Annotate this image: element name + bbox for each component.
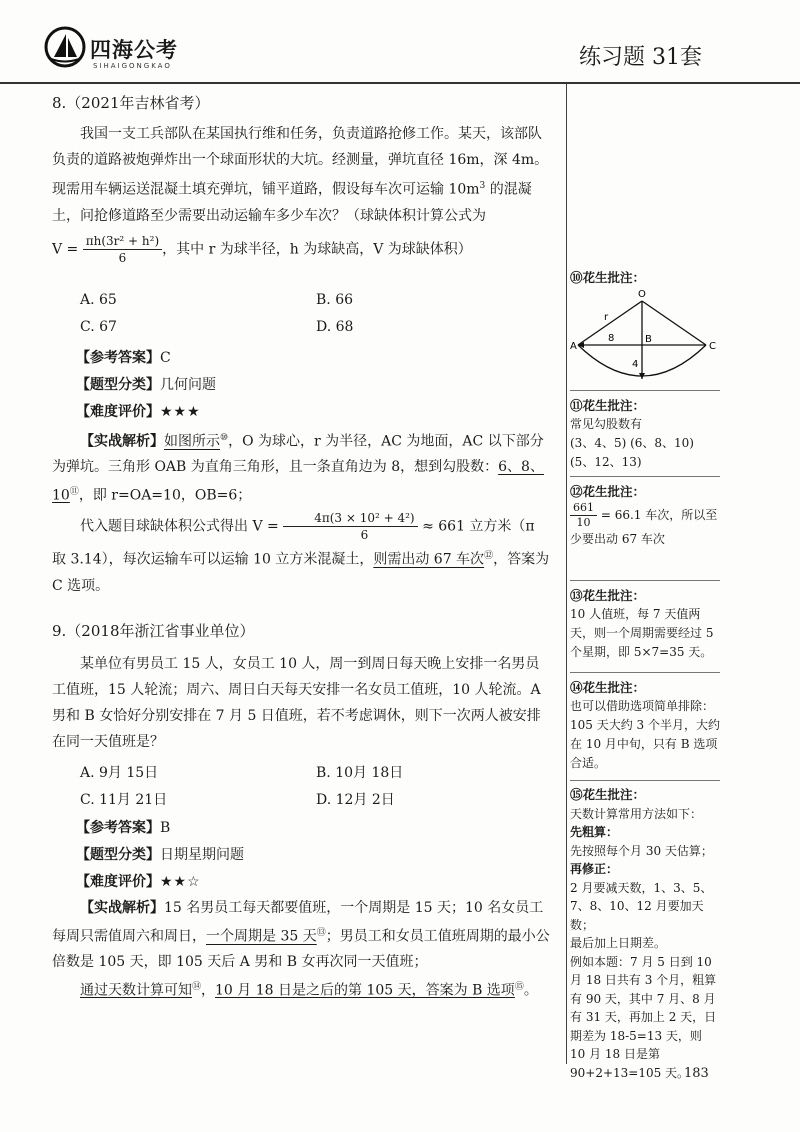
q8-type: 【题型分类】几何问题: [76, 377, 216, 393]
note-separator: [570, 580, 720, 581]
q8-option-a: A. 65: [80, 292, 117, 308]
difficulty-stars: ★★☆: [160, 874, 201, 890]
label-r: r: [604, 312, 609, 323]
q9-option-b: B. 10月 18日: [316, 765, 404, 781]
note-14: ⑭花生批注： 也可以借助选项简单排除：105 天大约 3 个半月，大约在 10 月中旬，只有 B 选项合适。: [570, 680, 720, 770]
analysis-fraction: $\frac{\text{4π(3 × 10² + 4²)}}{6}$: [283, 510, 417, 543]
brand-subtitle: SIHAIGONGKAO: [93, 62, 172, 70]
label-8: 8: [608, 333, 615, 344]
note-15: ⑮花生批注： 天数计算常用方法如下： 先粗算： 先按照每个月 30 天估算； 再修正： 2 月要减天数，1、3、5、7、8、10、12 月要加天数； 最后加上日期差。 例如本题：7 月 5 日到 10 月 18 日共有 3 个月，粗算有 90 天，其中 7 月、8 月有 31 天，再加上 2 天，日期差为 18-5=13 天，则 10 月 18 日是第 90+2+13=105 天。: [570, 787, 717, 1080]
q8-difficulty: 【难度评价】★★★: [76, 404, 201, 420]
note-separator: [570, 780, 720, 781]
q8-answer-block: [52, 345, 552, 599]
question-8: [52, 92, 552, 266]
label-o: O: [638, 289, 646, 300]
sphere-segment-diagram: [570, 287, 720, 387]
q9-difficulty: 【难度评价】★★☆: [76, 874, 201, 890]
q9-answer: 【参考答案】B: [76, 820, 171, 836]
set-title: 练习题 31套: [579, 45, 702, 70]
formula-v: V =: [52, 241, 83, 258]
q8-answer: 【参考答案】C: [76, 350, 171, 366]
note-11: ⑪花生批注： 常见勾股数有 (3、4、5) (6、8、10) (5、12、13): [570, 398, 694, 469]
label-c: C: [709, 341, 716, 352]
q9-answer-block: [52, 815, 552, 1003]
question-9: [52, 620, 552, 755]
brand-name: 四海公考: [90, 38, 178, 62]
page-number: 183: [684, 1066, 709, 1081]
note-separator: [570, 476, 720, 477]
q9-option-c: C. 11月 21日: [80, 792, 168, 808]
sail-logo-icon: [44, 26, 86, 68]
note-13: ⑬花生批注： 10 人值班，每 7 天值两天，则一个周期需要经过 5 个星期，即 5×7=35 天。: [570, 588, 714, 659]
q8-option-b: B. 66: [316, 292, 354, 308]
question-9-stem: 某单位有男员工 15 人，女员工 10 人，周一到周日每天晚上安排一名男员工值班，15 人轮流；周六、周日白天每天安排一名女员工值班，10 人轮流。A 男和 B 女恰好分别安排在 7 月 5 日值班，若不考虑调休，则下一次两人被安排在同一天值班是？: [52, 656, 541, 750]
column-divider: [566, 84, 567, 1064]
formula-fraction: [83, 233, 162, 266]
note-10-title: ⑩花生批注：: [570, 270, 646, 285]
stem-text: 我国一支工兵部队在某国执行维和任务，负责道路抢修工作。某天，该部队负责的道路被炮弹炸出一个球面形状的大坑。经测量，弹坑直径 16m，深 4m。现需用车辆运送混凝土填充弹坑，铺平道路，假设每车次可运输 10m: [52, 126, 549, 198]
q9-analysis: 【实战解析】15 名男员工每天都要值班，一个周期是 15 天；10 名女员工每周只需值周六和周日，一个周期是 35 天⑬；男员工和女员工值班周期的最小公倍数是 105 天，即 105 天后 A 男和 B 女再次同一天值班；: [52, 900, 550, 970]
q8-analysis-2: 代入题目球缺体积公式得出 V = $\frac{\text{4π(3 × 10² + 4²)}}{6}$ ≈ 661 立方米（π 取 3.14），每次运输车可以运输 10 立方米混凝土，则需出动 67 车次⑫，答案为 C 选项。: [52, 511, 550, 594]
formula-numerator: πh(3r² + h²): [83, 233, 162, 250]
q8-option-c: C. 67: [80, 319, 117, 335]
q9-option-a: A. 9月 15日: [80, 765, 159, 781]
difficulty-stars: ★★★: [160, 404, 201, 420]
label-b: B: [645, 334, 652, 345]
label-a: A: [570, 341, 577, 352]
q8-analysis: 【实战解析】如图所示⑩，O 为球心，r 为半径，AC 为地面，AC 以下部分为弹坑。三角形 OAB 为直角三角形，且一条直角边为 8，想到勾股数：6、8、10⑪，即 r=OA=10，OB=6；: [52, 433, 544, 504]
note-12: ⑫花生批注： $\frac{661}{10}$ = 66.1 车次，所以至少要出动 67 车次: [570, 484, 718, 546]
formula-denominator: 6: [118, 250, 127, 265]
label-4: 4: [632, 359, 639, 370]
question-9-heading: 9.（2018年浙江省事业单位）: [52, 622, 255, 640]
q9-analysis-2: 通过天数计算可知⑭，10 月 18 日是之后的第 105 天，答案为 B 选项⑮。: [80, 981, 538, 999]
logo: [44, 26, 86, 68]
question-8-stem: [52, 121, 552, 229]
q9-option-d: D. 12月 2日: [316, 792, 395, 808]
volume-formula: [52, 233, 552, 266]
note-separator: [570, 672, 720, 673]
stem-sup: 3: [479, 181, 486, 191]
q9-type: 【题型分类】日期星期问题: [76, 847, 244, 863]
note-separator: [570, 390, 720, 391]
stem-tail: 的混凝土，问抢修道路至少需要出动运输车多少车次？（球缺体积计算公式为: [52, 181, 532, 224]
q8-option-d: D. 68: [316, 319, 354, 335]
formula-tail: ，其中 r 为球半径，h 为球缺高，V 为球缺体积）: [162, 241, 472, 258]
header-rule: [0, 82, 800, 84]
question-8-heading: 8.（2021年吉林省考）: [52, 94, 210, 112]
note-10: [570, 268, 720, 387]
